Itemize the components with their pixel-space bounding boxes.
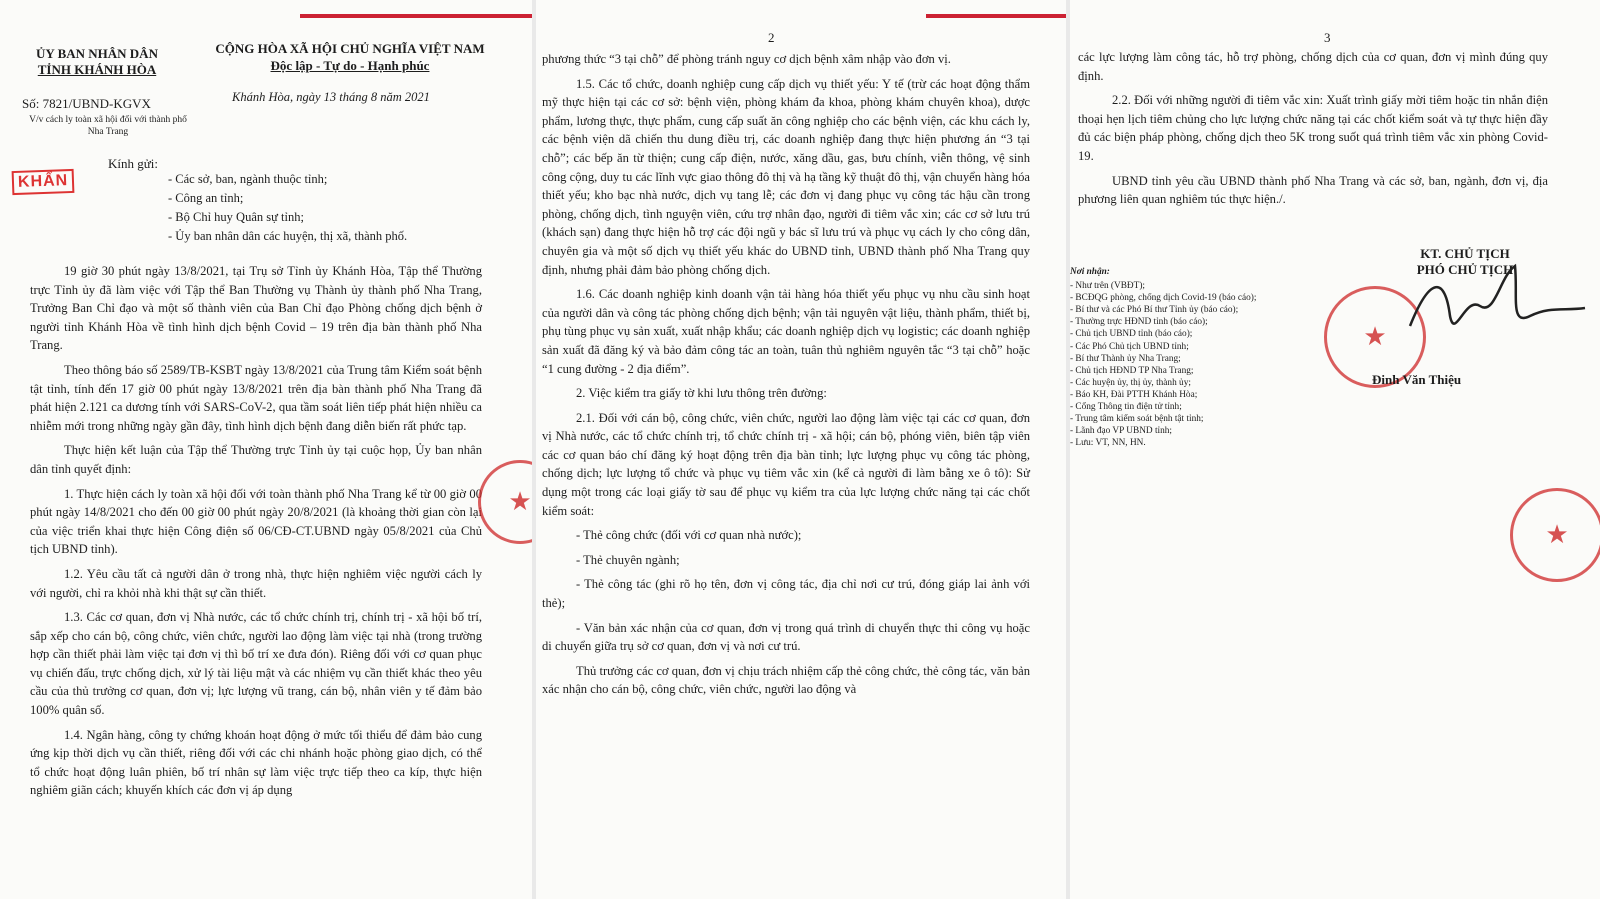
paragraph: 1. Thực hiện cách ly toàn xã hội đối với toàn thành phố Nha Trang kể từ 00 giờ 00 phút ngày 14/8/2021 cho đến 00 giờ 00 phút ngày 20/8/2021 (là khoảng thời gian còn lại của việc triển khai thực hiện Công điện số 06/CĐ-CT.UBND ngày 05/8/2021 của Chủ tịch UBND tỉnh). bbox=[30, 486, 482, 557]
signer-name: Đinh Văn Thiệu bbox=[1372, 372, 1462, 387]
issuer-line-1: ỦY BAN NHÂN DÂN bbox=[36, 46, 158, 61]
issuer-header bbox=[22, 46, 172, 78]
paragraph: 19 giờ 30 phút ngày 13/8/2021, tại Trụ sở Tỉnh ủy Khánh Hòa, Tập thể Thường trực Tỉnh ủy đã làm việc với Tập thể Ban Thường vụ Thành ủy thành phố Nha Trang, Trưởng Ban Chỉ đạo và một số thành viên của Ban Chỉ đạo Phòng chống dịch bệnh ở người tỉnh Khánh Hòa về tình hình dịch bệnh Covid – 19 trên địa bàn thành phố Nha Trang. bbox=[30, 264, 482, 353]
official-seal-partial: ★ bbox=[1510, 488, 1600, 582]
paragraph: 1.4. Ngân hàng, công ty chứng khoán hoạt động ở mức tối thiểu để đảm bảo cung ứng kịp thời dịch vụ cần thiết, riêng đối với các chi nhánh hoặc phòng giao dịch, có thể tổ chức hoạt động luân phiên, bố trí nhân sự làm việc trực tiếp theo ca kíp, thực hiện nghiêm giãn cách; khuyến khích các đơn vị áp dụng bbox=[30, 727, 482, 798]
national-header bbox=[200, 40, 500, 74]
distribution-item: - Chủ tịch UBND tỉnh (báo cáo); bbox=[1070, 329, 1193, 340]
document-date: Khánh Hòa, ngày 13 tháng 8 năm 2021 bbox=[232, 90, 430, 104]
recipient-list bbox=[168, 170, 407, 246]
national-motto: Độc lập - Tự do - Hạnh phúc bbox=[270, 58, 430, 73]
paragraph: các lực lượng làm công tác, hỗ trợ phòng, chống dịch của cơ quan, đơn vị mình đúng quy định. bbox=[1078, 50, 1548, 83]
signature-title-line-2: PHÓ CHỦ TỊCH bbox=[1416, 262, 1514, 277]
distribution-item: - Các Phó Chủ tịch UBND tỉnh; bbox=[1070, 341, 1189, 352]
paragraph: 1.3. Các cơ quan, đơn vị Nhà nước, các tổ chức chính trị, chính trị - xã hội bố trí, sắp xếp cho cán bộ, công chức, viên chức, người lao động làm việc tại nhà (trong trường hợp cần thiết phải làm việc tại đơn vị thì bố trí xe đưa đón). Riêng đối với cơ quan phục vụ chiến đấu, trực chống dịch, xử lý tài liệu mật và các nhiệm vụ cần thiết khác theo yêu cầu của thủ trưởng cơ quan, đơn vị; lực lượng vũ trang, cán bộ, nhân viên y tế đảm bảo 100% quân số. bbox=[30, 610, 482, 718]
paragraph: phương thức “3 tại chỗ” để phòng tránh nguy cơ dịch bệnh xâm nhập vào đơn vị. bbox=[542, 52, 951, 66]
distribution-item: - Thường trực HĐND tỉnh (báo cáo); bbox=[1070, 317, 1208, 328]
urgent-stamp: KHẨN bbox=[12, 169, 75, 195]
distribution-item: - Cổng Thông tin điện tử tỉnh; bbox=[1070, 402, 1182, 413]
distribution-item: - Bí thư và các Phó Bí thư Tỉnh ủy (báo cáo); bbox=[1070, 305, 1239, 316]
document-page-3 bbox=[1070, 0, 1600, 899]
page-number: 3 bbox=[1324, 30, 1331, 45]
distribution-item: - Lãnh đạo VP UBND tỉnh; bbox=[1070, 426, 1173, 437]
page-number: 2 bbox=[768, 30, 775, 45]
page2-body bbox=[542, 50, 1030, 705]
paragraph: 2.1. Đối với cán bộ, công chức, viên chức, người lao động làm việc tại các cơ quan, đơn vị Nhà nước, các tổ chức chính trị, tổ chức chính trị - xã hội; cán bộ, phóng viên, biên tập viên các cơ quan báo chí đăng ký hoạt động trên địa bàn tỉnh; lực lượng phục vụ công tác phòng, chống dịch; lực lượng tổ chức và phục vụ tiêm vắc xin (kể cả người đi làm bằng xe ô tô): Sử dụng một trong các loại giấy tờ sau để phục vụ kiểm tra của lực lượng chức năng tại các chốt kiểm soát: bbox=[542, 410, 1030, 518]
paragraph: UBND tỉnh yêu cầu UBND thành phố Nha Trang và các sở, ban, ngành, đơn vị, địa phương liên quan nghiêm túc thực hiện./. bbox=[1078, 173, 1548, 207]
document-number: Số: 7821/UBND-KGVX bbox=[22, 96, 151, 111]
paragraph: - Văn bản xác nhận của cơ quan, đơn vị trong quá trình di chuyển thực thi công vụ hoặc di chuyển giữa trụ sở cơ quan, đơn vị và nơi cư trú. bbox=[542, 620, 1030, 654]
paragraph: 1.5. Các tổ chức, doanh nghiệp cung cấp dịch vụ thiết yếu: Y tế (trừ các hoạt động thẩm mỹ thực hiện tại các cơ sở: bệnh viện, phòng khám đa khoa, phòng khám chuyên khoa), dược phẩm, lương thực, thực phẩm, cung cấp suất ăn công nghiệp cho các bệnh viện, các khu cách ly, các bệnh viện dã chiến thu dung điều trị, các doanh nghiệp đang thực hiện phương án “3 tại chỗ”; các bếp ăn từ thiện; cung cấp điện, nước, xăng dầu, gas, bưu chính, viễn thông, vệ sinh công cộng, duy tu các lĩnh vực giao thông đô thị và hạ tầng kỹ thuật đô thị, vận chuyển hàng hóa thiết yếu; kho bạc nhà nước, dịch vụ tang lễ; các đơn vị đang phục vụ công tác hậu cần trong phòng, chống dịch, tình nguyện viên, cứu trợ nhân đạo, người đi tiêm vắc xin; các cơ sở lưu trú (khách sạn) đang thực hiện hỗ trợ các đội ngũ y bác sĩ lưu trú và phục vụ cách ly cho công dân, chuyên gia và một số dịch vụ thiết yếu khác do UBND tỉnh, UBND thành phố Nha Trang quy định, nhưng phải đảm bảo phòng chống dịch. bbox=[542, 76, 1030, 277]
official-seal-partial: ★ bbox=[478, 460, 532, 544]
distribution-item: - Trung tâm kiểm soát bệnh tật tỉnh; bbox=[1070, 414, 1204, 425]
paragraph: Theo thông báo số 2589/TB-KSBT ngày 13/8/2021 của Trung tâm Kiểm soát bệnh tật tỉnh, tính đến 17 giờ 00 phút ngày 13/8/2021 trên địa bàn thành phố Nha Trang đã phát hiện 2.121 ca dương tính với SARS-CoV-2, qua tầm soát liên tiếp phát hiện nhiều ca nhiễm mới trong những ngày gần đây, tình hình dịch bệnh đang diễn biến rất phức tạp. bbox=[30, 362, 482, 433]
issuer-line-2: TỈNH KHÁNH HÒA bbox=[37, 62, 157, 77]
distribution-item: - Bí thư Thành ủy Nha Trang; bbox=[1070, 353, 1181, 364]
handwritten-signature bbox=[1400, 256, 1590, 346]
document-page-1 bbox=[0, 0, 532, 899]
page-edge-mark bbox=[926, 14, 1066, 18]
page-edge-mark bbox=[300, 14, 532, 18]
distribution-label: Nơi nhận: bbox=[1070, 267, 1110, 277]
distribution-item: - Chủ tịch HĐND TP Nha Trang; bbox=[1070, 365, 1194, 376]
recipient-item: - Công an tỉnh; bbox=[168, 191, 244, 205]
page3-body bbox=[1078, 48, 1548, 215]
paragraph: 2.2. Đối với những người đi tiêm vắc xin: Xuất trình giấy mời tiêm hoặc tin nhắn điện thoại hẹn lịch tiêm chủng cho lực lượng chức năng tại các chốt kiểm soát và tự thực hiện đầy đủ các biện pháp phòng, chống dịch theo 5K trong suốt quá trình tiêm vắc xin phòng Covid-19. bbox=[1078, 93, 1548, 163]
recipient-item: - Ủy ban nhân dân các huyện, thị xã, thành phố. bbox=[168, 229, 408, 243]
recipient-item: - Bộ Chỉ huy Quân sự tỉnh; bbox=[168, 210, 304, 224]
distribution-item: - Các huyện ủy, thị ủy, thành ủy; bbox=[1070, 377, 1191, 388]
distribution-item: - Lưu: VT, NN, HN. bbox=[1070, 438, 1146, 449]
paragraph: 1.6. Các doanh nghiệp kinh doanh vận tải hàng hóa thiết yếu phục vụ nhu cầu sinh hoạt của người dân và công tác phòng chống dịch bệnh; vận tải nguyên vật liệu, thành phẩm, thiết bị, phụ tùng phục vụ sản xuất, xuất nhập khẩu; các doanh nghiệp dịch vụ logistic; các doanh nghiệp sản xuất đã đăng ký và bảo đảm công tác an toàn, tuân thủ nghiêm nguyên tắc “3 tại chỗ” hoặc “1 cung đường - 2 địa điểm”. bbox=[542, 287, 1030, 376]
distribution-list bbox=[1070, 266, 1256, 449]
page1-body bbox=[30, 262, 482, 806]
paragraph: 1.2. Yêu cầu tất cả người dân ở trong nhà, thực hiện nghiêm việc người cách ly với người, chỉ ra khỏi nhà khi thật sự cần thiết. bbox=[30, 566, 482, 600]
official-seal: ★ bbox=[1324, 286, 1426, 388]
distribution-item: - Như trên (VBĐT); bbox=[1070, 281, 1146, 292]
signature-title-line-1: KT. CHỦ TỊCH bbox=[1420, 246, 1510, 261]
paragraph: 2. Việc kiểm tra giấy tờ khi lưu thông trên đường: bbox=[576, 386, 827, 401]
paragraph: Thực hiện kết luận của Tập thể Thường trực Tỉnh ủy tại cuộc họp, Ủy ban nhân dân tỉnh quyết định: bbox=[30, 443, 482, 476]
distribution-item: - Báo KH, Đài PTTH Khánh Hòa; bbox=[1070, 389, 1198, 400]
document-page-2 bbox=[536, 0, 1066, 899]
recipient-item: - Các sở, ban, ngành thuộc tỉnh; bbox=[168, 172, 328, 186]
paragraph: - Thẻ chuyên ngành; bbox=[576, 552, 680, 567]
paragraph: - Thẻ công tác (ghi rõ họ tên, đơn vị công tác, địa chỉ nơi cư trú, đóng giáp lai ảnh với thẻ); bbox=[542, 577, 1030, 611]
document-subject: V/v cách ly toàn xã hội đối với thành phố Nha Trang bbox=[29, 115, 187, 137]
paragraph: Thủ trưởng các cơ quan, đơn vị chịu trách nhiệm cấp thẻ công chức, thẻ công tác, văn bản xác nhận cho cán bộ, công chức, viên chức, người lao động và bbox=[542, 663, 1030, 697]
paragraph: - Thẻ công chức (đối với cơ quan nhà nước); bbox=[576, 528, 802, 543]
salutation: Kính gửi: bbox=[108, 156, 159, 171]
national-title: CỘNG HÒA XÃ HỘI CHỦ NGHĨA VIỆT NAM bbox=[215, 41, 485, 56]
distribution-item: - BCĐQG phòng, chống dịch Covid-19 (báo cáo); bbox=[1070, 293, 1257, 304]
